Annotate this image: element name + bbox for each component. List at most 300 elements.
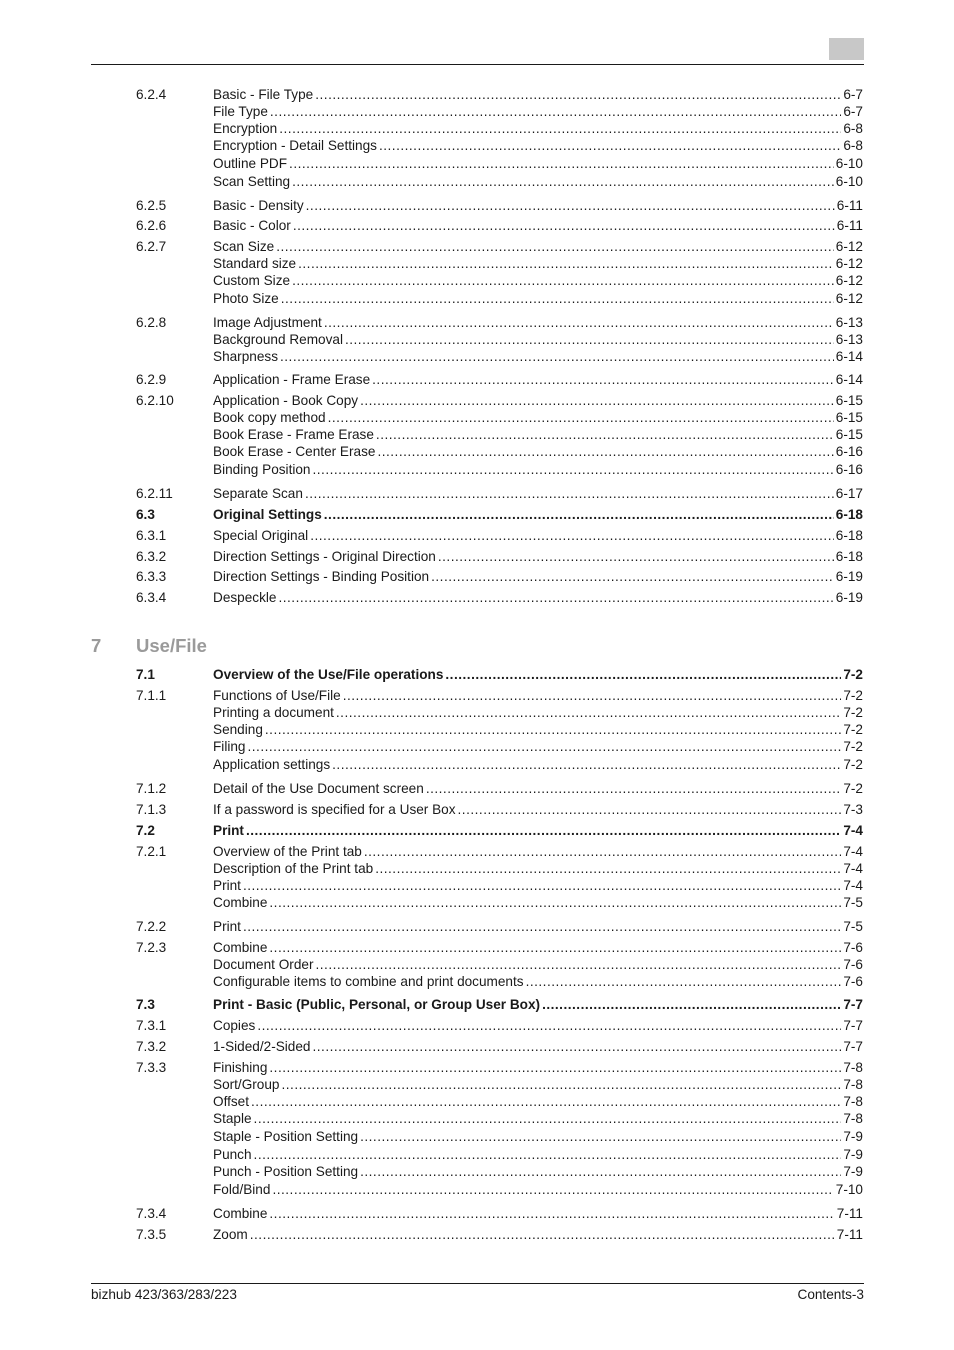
- toc-entry-number: 6.2.10: [136, 393, 174, 408]
- toc-entry-title: Application - Frame Erase: [213, 372, 371, 387]
- toc-entry-page: 6-15: [835, 427, 863, 442]
- header-rule: [91, 64, 864, 65]
- toc-entry[interactable]: [0, 527, 954, 545]
- toc-entry-page: 7-11: [836, 1206, 863, 1221]
- toc-entry-line: [213, 1181, 863, 1199]
- toc-entry-line: [213, 1038, 863, 1056]
- toc-entry-title: Background Removal: [213, 332, 343, 347]
- toc-entry-title: Staple - Position Setting: [213, 1129, 359, 1144]
- footer-product: bizhub 423/363/283/223: [91, 1287, 237, 1302]
- toc-leader-dots: [254, 1146, 842, 1164]
- toc-leader-dots: [313, 461, 834, 479]
- toc-entry-page: 7-2: [843, 739, 863, 754]
- toc-entry-line: [213, 461, 863, 479]
- toc-leader-dots: [243, 877, 841, 895]
- toc-entry[interactable]: [0, 1205, 954, 1223]
- toc-entry-title: Zoom: [213, 1227, 248, 1242]
- toc-entry[interactable]: [0, 1128, 954, 1146]
- toc-entry-number: 7.2.3: [136, 940, 167, 955]
- toc-entry-title: Print - Basic (Public, Personal, or Group User Box): [213, 997, 541, 1012]
- toc-entry-number: 6.2.11: [136, 486, 173, 501]
- toc-entry-page: 6-10: [835, 156, 863, 171]
- toc-entry-page: 7-4: [843, 861, 863, 876]
- toc-entry-title: Sort/Group: [213, 1077, 280, 1092]
- toc-entry-title: Combine: [213, 895, 268, 910]
- toc-entry-title: Overview of the Print tab: [213, 844, 362, 859]
- toc-entry-page: 6-11: [836, 198, 863, 213]
- toc-entry-title: Standard size: [213, 256, 297, 271]
- toc-entry-page: 7-8: [843, 1060, 863, 1075]
- toc-entry-page: 7-2: [843, 781, 863, 796]
- toc-entry-line: [213, 589, 863, 607]
- toc-entry-title: Despeckle: [213, 590, 277, 605]
- toc-entry-line: [213, 506, 863, 524]
- toc-leader-dots: [279, 120, 841, 138]
- toc-entry[interactable]: [0, 443, 954, 461]
- toc-entry[interactable]: [0, 822, 954, 840]
- toc-entry-line: [213, 1076, 863, 1094]
- toc-leader-dots: [306, 197, 835, 215]
- toc-entry-page: 6-18: [835, 507, 863, 522]
- toc-entry[interactable]: [0, 1146, 954, 1164]
- toc-entry[interactable]: [0, 877, 954, 895]
- toc-entry-number: 7.1: [136, 667, 155, 682]
- toc-entry-page: 6-16: [835, 462, 863, 477]
- toc-leader-dots: [251, 1093, 841, 1111]
- toc-leader-dots: [372, 371, 834, 389]
- toc-entry-line: [213, 173, 863, 191]
- toc-leader-dots: [257, 1017, 841, 1035]
- toc-leader-dots: [247, 738, 841, 756]
- toc-leader-dots: [292, 272, 834, 290]
- toc-entry[interactable]: [0, 461, 954, 479]
- toc-entry[interactable]: [0, 801, 954, 819]
- toc-entry[interactable]: [0, 666, 954, 684]
- toc-entry[interactable]: [0, 120, 954, 138]
- toc-entry[interactable]: [0, 506, 954, 524]
- toc-entry-title: Separate Scan: [213, 486, 303, 501]
- toc-entry-title: Filing: [213, 739, 246, 754]
- toc-entry-title: Book copy method: [213, 410, 326, 425]
- toc-leader-dots: [315, 86, 841, 104]
- toc-entry-line: [213, 272, 863, 290]
- toc-entry-title: Sharpness: [213, 349, 278, 364]
- toc-entry-number: 7.1.3: [136, 802, 167, 817]
- toc-entry-number: 7.3.4: [136, 1206, 167, 1221]
- toc-leader-dots: [269, 1059, 841, 1077]
- toc-entry-line: [213, 314, 863, 332]
- toc-leader-dots: [250, 1226, 835, 1244]
- toc-entry[interactable]: [0, 860, 954, 878]
- toc-entry[interactable]: [0, 103, 954, 121]
- toc-entry-line: [213, 238, 863, 256]
- toc-entry-number: 6.3.4: [136, 590, 167, 605]
- toc-entry-line: [213, 996, 863, 1014]
- toc-leader-dots: [298, 255, 834, 273]
- toc-entry-line: [213, 290, 863, 308]
- toc-entry[interactable]: [0, 1181, 954, 1199]
- toc-entry-title: Original Settings: [213, 507, 322, 522]
- toc-entry[interactable]: [0, 589, 954, 607]
- toc-entry-line: [213, 801, 863, 819]
- toc-entry[interactable]: [0, 217, 954, 235]
- toc-entry-title: Print: [213, 878, 241, 893]
- footer-page-number: Contents-3: [797, 1287, 864, 1302]
- toc-entry-line: [213, 1059, 863, 1077]
- toc-entry-line: [213, 894, 863, 912]
- toc-entry-line: [213, 780, 863, 798]
- toc-entry[interactable]: [0, 1163, 954, 1181]
- toc-entry-number: 7.3.5: [136, 1227, 167, 1242]
- toc-entry-page: 6-12: [835, 291, 863, 306]
- toc-entry-number: 6.2.5: [136, 198, 167, 213]
- toc-leader-dots: [332, 756, 841, 774]
- toc-leader-dots: [315, 956, 841, 974]
- toc-entry[interactable]: [0, 409, 954, 427]
- chapter-number: 7: [91, 635, 102, 656]
- toc-entry[interactable]: [0, 548, 954, 566]
- toc-entry-line: [213, 721, 863, 739]
- toc-entry-page: 7-8: [843, 1111, 863, 1126]
- toc-entry[interactable]: [0, 780, 954, 798]
- toc-entry-title: Scan Setting: [213, 174, 291, 189]
- toc-entry-line: [213, 1205, 863, 1223]
- toc-entry-line: [213, 843, 863, 861]
- toc-entry[interactable]: [0, 568, 954, 586]
- toc-entry-line: [213, 939, 863, 957]
- toc-entry[interactable]: [0, 155, 954, 173]
- toc-leader-dots: [526, 973, 842, 991]
- toc-entry-page: 7-11: [836, 1227, 863, 1242]
- toc-entry-line: [213, 1128, 863, 1146]
- toc-leader-dots: [310, 527, 834, 545]
- toc-leader-dots: [324, 506, 834, 524]
- toc-leader-dots: [379, 137, 841, 155]
- toc-leader-dots: [328, 409, 834, 427]
- toc-entry-title: Combine: [213, 940, 268, 955]
- toc-leader-dots: [305, 485, 834, 503]
- toc-entry-line: [213, 426, 863, 444]
- toc-entry-page: 7-8: [843, 1094, 863, 1109]
- toc-entry[interactable]: [0, 738, 954, 756]
- toc-entry-title: Application settings: [213, 757, 331, 772]
- toc-entry-line: [213, 918, 863, 936]
- toc-entry-number: 6.3.3: [136, 569, 167, 584]
- toc-entry-page: 6-8: [843, 121, 863, 136]
- toc-entry[interactable]: [0, 939, 954, 957]
- toc-entry-title: Offset: [213, 1094, 250, 1109]
- toc-entry-page: 6-14: [835, 349, 863, 364]
- toc-entry[interactable]: [0, 86, 954, 104]
- toc-entry-line: [213, 392, 863, 410]
- toc-entry-page: 7-7: [843, 1018, 863, 1033]
- toc-entry-page: 7-4: [843, 844, 863, 859]
- toc-entry[interactable]: [0, 721, 954, 739]
- toc-entry-line: [213, 255, 863, 273]
- toc-entry-title: Sending: [213, 722, 263, 737]
- toc-entry-line: [213, 137, 863, 155]
- toc-entry-title: If a password is specified for a User Box: [213, 802, 456, 817]
- toc-entry-title: Basic - Density: [213, 198, 304, 213]
- toc-entry-title: Document Order: [213, 957, 314, 972]
- toc-entry-page: 7-6: [843, 957, 863, 972]
- toc-leader-dots: [269, 939, 841, 957]
- toc-leader-dots: [343, 687, 842, 705]
- toc-entry-title: Scan Size: [213, 239, 275, 254]
- toc-entry-page: 6-13: [835, 332, 863, 347]
- toc-entry-line: [213, 155, 863, 173]
- toc-entry-page: 6-7: [843, 87, 863, 102]
- toc-entry[interactable]: [0, 1093, 954, 1111]
- toc-leader-dots: [246, 822, 841, 840]
- toc-entry[interactable]: [0, 1076, 954, 1094]
- toc-entry[interactable]: [0, 1110, 954, 1128]
- toc-entry-title: Basic - File Type: [213, 87, 314, 102]
- toc-entry-number: 7.3.1: [136, 1018, 167, 1033]
- toc-leader-dots: [431, 568, 834, 586]
- toc-entry[interactable]: [0, 371, 954, 389]
- toc-leader-dots: [542, 996, 841, 1014]
- toc-entry-page: 6-11: [836, 218, 863, 233]
- toc-entry[interactable]: [0, 843, 954, 861]
- toc-entry-title: Image Adjustment: [213, 315, 322, 330]
- toc-entry-line: [213, 443, 863, 461]
- toc-entry-line: [213, 1226, 863, 1244]
- toc-entry[interactable]: [0, 426, 954, 444]
- toc-entry-title: Encryption - Detail Settings: [213, 138, 377, 153]
- toc-entry-page: 6-7: [843, 104, 863, 119]
- toc-entry[interactable]: [0, 894, 954, 912]
- toc-entry[interactable]: [0, 173, 954, 191]
- header-tab-marker: [829, 38, 864, 60]
- toc-leader-dots: [426, 780, 842, 798]
- toc-entry-page: 7-7: [843, 997, 863, 1012]
- toc-entry[interactable]: [0, 996, 954, 1014]
- toc-entry-title: Print: [213, 823, 244, 838]
- toc-entry-page: 7-6: [843, 940, 863, 955]
- toc-leader-dots: [272, 1181, 833, 1199]
- toc-entry-title: Printing a document: [213, 705, 334, 720]
- toc-entry[interactable]: [0, 331, 954, 349]
- toc-entry[interactable]: [0, 704, 954, 722]
- toc-entry-line: [213, 973, 863, 991]
- toc-entry-title: 1-Sided/2-Sided: [213, 1039, 311, 1054]
- toc-entry-number: 7.2.2: [136, 919, 167, 934]
- toc-entry-title: Copies: [213, 1018, 256, 1033]
- toc-entry[interactable]: [0, 1038, 954, 1056]
- toc-leader-dots: [292, 173, 834, 191]
- toc-entry-page: 6-19: [835, 569, 863, 584]
- toc-entry-page: 7-5: [843, 919, 863, 934]
- toc-leader-dots: [360, 1128, 841, 1146]
- toc-entry-page: 6-10: [835, 174, 863, 189]
- toc-entry-line: [213, 527, 863, 545]
- toc-entry-line: [213, 485, 863, 503]
- toc-entry-page: 7-2: [843, 688, 863, 703]
- toc-entry-line: [213, 197, 863, 215]
- toc-leader-dots: [278, 589, 833, 607]
- toc-entry-title: Direction Settings - Binding Position: [213, 569, 430, 584]
- toc-entry-page: 6-12: [835, 273, 863, 288]
- toc-entry-line: [213, 956, 863, 974]
- toc-entry[interactable]: [0, 255, 954, 273]
- toc-entry-title: Staple: [213, 1111, 252, 1126]
- toc-entry-title: Finishing: [213, 1060, 268, 1075]
- toc-leader-dots: [313, 1038, 842, 1056]
- toc-entry-page: 7-9: [843, 1164, 863, 1179]
- toc-entry-title: Fold/Bind: [213, 1182, 271, 1197]
- toc-entry-number: 7.3.3: [136, 1060, 167, 1075]
- toc-entry[interactable]: [0, 197, 954, 215]
- toc-entry-number: 6.3: [136, 507, 155, 522]
- toc-entry-number: 7.3: [136, 997, 155, 1012]
- toc-entry-page: 6-15: [835, 410, 863, 425]
- toc-entry-line: [213, 822, 863, 840]
- toc-leader-dots: [360, 1163, 841, 1181]
- toc-entry-line: [213, 348, 863, 366]
- toc-entry-page: 6-18: [835, 528, 863, 543]
- toc-entry[interactable]: [0, 272, 954, 290]
- toc-entry-page: 7-9: [843, 1129, 863, 1144]
- toc-entry-page: 7-9: [843, 1147, 863, 1162]
- toc-entry-line: [213, 1017, 863, 1035]
- toc-entry-number: 6.2.4: [136, 87, 167, 102]
- toc-entry-title: Functions of Use/File: [213, 688, 341, 703]
- toc-leader-dots: [458, 801, 842, 819]
- toc-entry-number: 7.2: [136, 823, 155, 838]
- toc-entry-line: [213, 120, 863, 138]
- toc-entry-line: [213, 687, 863, 705]
- toc-entry[interactable]: [0, 1017, 954, 1035]
- toc-leader-dots: [364, 843, 842, 861]
- toc-entry-page: 7-6: [843, 974, 863, 989]
- toc-entry-title: Punch - Position Setting: [213, 1164, 359, 1179]
- toc-entry-page: 7-4: [843, 823, 863, 838]
- toc-leader-dots: [254, 1110, 842, 1128]
- toc-leader-dots: [281, 290, 834, 308]
- toc-entry-page: 6-16: [835, 444, 863, 459]
- toc-entry-title: File Type: [213, 104, 268, 119]
- toc-leader-dots: [375, 860, 841, 878]
- toc-entry[interactable]: [0, 918, 954, 936]
- toc-leader-dots: [293, 217, 835, 235]
- toc-entry-page: 7-5: [843, 895, 863, 910]
- toc-entry-title: Detail of the Use Document screen: [213, 781, 424, 796]
- toc-leader-dots: [289, 155, 834, 173]
- toc-entry-title: Application - Book Copy: [213, 393, 359, 408]
- toc-entry-title: Direction Settings - Original Direction: [213, 549, 436, 564]
- toc-entry-page: 7-2: [843, 667, 863, 682]
- toc-entry-page: 7-2: [843, 705, 863, 720]
- toc-entry-title: Photo Size: [213, 291, 279, 306]
- toc-entry[interactable]: [0, 956, 954, 974]
- toc-entry-number: 7.2.1: [136, 844, 167, 859]
- toc-leader-dots: [276, 238, 834, 256]
- toc-entry-title: Special Original: [213, 528, 309, 543]
- toc-entry-line: [213, 548, 863, 566]
- toc-entry-page: 7-4: [843, 878, 863, 893]
- toc-entry[interactable]: [0, 137, 954, 155]
- toc-entry[interactable]: [0, 687, 954, 705]
- toc-leader-dots: [445, 666, 841, 684]
- toc-entry[interactable]: [0, 314, 954, 332]
- chapter-title: Use/File: [136, 635, 207, 656]
- toc-leader-dots: [336, 704, 841, 722]
- toc-leader-dots: [438, 548, 834, 566]
- toc-entry[interactable]: [0, 290, 954, 308]
- toc-entry-page: 7-10: [835, 1182, 863, 1197]
- toc-entry-title: Book Erase - Center Erase: [213, 444, 376, 459]
- toc-entry-page: 7-2: [843, 722, 863, 737]
- toc-entry-line: [213, 217, 863, 235]
- toc-entry-title: Combine: [213, 1206, 268, 1221]
- toc-entry-line: [213, 1093, 863, 1111]
- toc-leader-dots: [265, 721, 841, 739]
- toc-entry-line: [213, 877, 863, 895]
- toc-entry-number: 7.3.2: [136, 1039, 167, 1054]
- toc-leader-dots: [269, 1205, 834, 1223]
- chapter-heading: [0, 633, 954, 659]
- toc-leader-dots: [376, 426, 834, 444]
- toc-entry[interactable]: [0, 1226, 954, 1244]
- toc-entry-number: 6.3.1: [136, 528, 167, 543]
- toc-entry-line: [213, 103, 863, 121]
- toc-entry[interactable]: [0, 756, 954, 774]
- toc-entry-title: Overview of the Use/File operations: [213, 667, 444, 682]
- toc-entry-number: 6.2.8: [136, 315, 167, 330]
- toc-entry[interactable]: [0, 348, 954, 366]
- toc-entry-line: [213, 704, 863, 722]
- toc-entry-number: 6.2.6: [136, 218, 167, 233]
- toc-entry-line: [213, 756, 863, 774]
- toc-entry-line: [213, 1163, 863, 1181]
- toc-leader-dots: [270, 103, 841, 121]
- toc-entry-page: 7-3: [843, 802, 863, 817]
- toc-entry-page: 6-12: [835, 256, 863, 271]
- toc-entry-page: 7-7: [843, 1039, 863, 1054]
- toc-entry-title: Configurable items to combine and print documents: [213, 974, 524, 989]
- toc-leader-dots: [269, 894, 841, 912]
- footer-rule: [91, 1283, 864, 1284]
- toc-entry-line: [213, 860, 863, 878]
- toc-entry[interactable]: [0, 392, 954, 410]
- toc-entry-title: Print: [213, 919, 241, 934]
- toc-entry-title: Description of the Print tab: [213, 861, 374, 876]
- toc-leader-dots: [280, 348, 834, 366]
- toc-entry-page: 7-2: [843, 757, 863, 772]
- toc-leader-dots: [282, 1076, 842, 1094]
- toc-entry[interactable]: [0, 973, 954, 991]
- toc-entry-line: [213, 568, 863, 586]
- toc-entry[interactable]: [0, 485, 954, 503]
- toc-entry-line: [213, 666, 863, 684]
- toc-entry-number: 7.1.2: [136, 781, 167, 796]
- toc-entry-line: [213, 86, 863, 104]
- toc-leader-dots: [377, 443, 833, 461]
- toc-entry[interactable]: [0, 238, 954, 256]
- toc-entry-page: 7-8: [843, 1077, 863, 1092]
- toc-entry-title: Custom Size: [213, 273, 291, 288]
- toc-entry-line: [213, 1110, 863, 1128]
- toc-entry-title: Encryption: [213, 121, 278, 136]
- toc-entry-number: 6.2.9: [136, 372, 167, 387]
- toc-entry-line: [213, 738, 863, 756]
- toc-leader-dots: [324, 314, 834, 332]
- toc-entry-line: [213, 409, 863, 427]
- toc-entry-line: [213, 1146, 863, 1164]
- toc-entry[interactable]: [0, 1059, 954, 1077]
- toc-entry-page: 6-8: [843, 138, 863, 153]
